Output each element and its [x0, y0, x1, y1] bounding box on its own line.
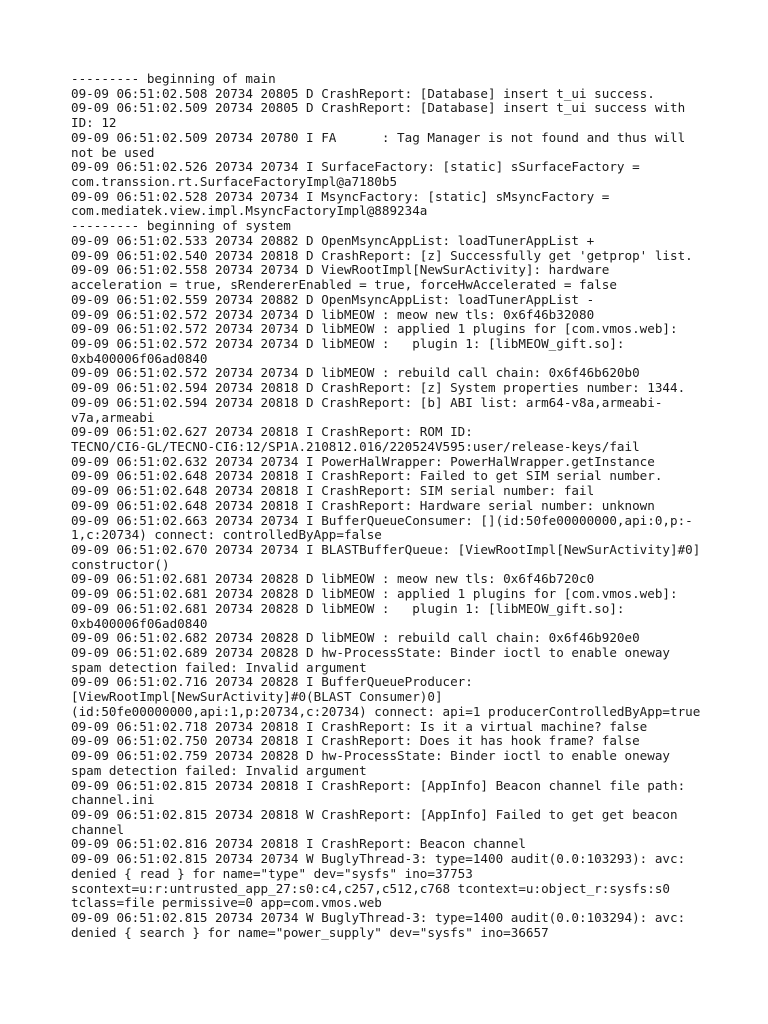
log-line: spam detection failed: Invalid argument [71, 659, 367, 675]
log-line: 09-09 06:51:02.815 20734 20818 W CrashReport: [AppInfo] Failed to get get beacon [71, 806, 678, 822]
log-line: 09-09 06:51:02.815 20734 20734 W BuglyThread-3: type=1400 audit(0.0:103293): avc: [71, 851, 686, 867]
log-line: --------- beginning of main [71, 71, 276, 86]
log-line: 09-09 06:51:02.681 20734 20828 D libMEOW : applied 1 plugins for [com.vmos.web]: [71, 586, 678, 602]
log-line: 09-09 06:51:02.627 20734 20818 I CrashReport: ROM ID: [71, 424, 473, 440]
log-line: 09-09 06:51:02.509 20734 20805 D CrashReport: [Database] insert t_ui success with [71, 100, 686, 116]
log-line: 0xb400006f06ad0840 [71, 615, 208, 631]
log-line: 09-09 06:51:02.540 20734 20818 D CrashReport: [z] Successfully get 'getprop' list. [71, 247, 693, 263]
log-line: 09-09 06:51:02.572 20734 20734 D libMEOW : applied 1 plugins for [com.vmos.web]: [71, 321, 678, 337]
log-line: 09-09 06:51:02.648 20734 20818 I CrashReport: Failed to get SIM serial number. [71, 468, 663, 484]
log-line: [ViewRootImpl[NewSurActivity]#0(BLAST Consumer)0] [71, 689, 443, 705]
log-line: 09-09 06:51:02.648 20734 20818 I CrashReport: Hardware serial number: unknown [71, 497, 655, 513]
log-line: 09-09 06:51:02.815 20734 20734 W BuglyThread-3: type=1400 audit(0.0:103294): avc: [71, 909, 686, 925]
log-line: 09-09 06:51:02.681 20734 20828 D libMEOW : meow new tls: 0x6f46b720c0 [71, 571, 595, 587]
log-line: 09-09 06:51:02.816 20734 20818 I CrashReport: Beacon channel [71, 836, 526, 852]
log-line: 09-09 06:51:02.759 20734 20828 D hw-ProcessState: Binder ioctl to enable oneway [71, 748, 670, 764]
log-line: (id:50fe00000000,api:1,p:20734,c:20734) connect: api=1 producerControlledByApp=true [71, 703, 701, 719]
log-line: com.mediatek.view.impl.MsyncFactoryImpl@889234a [71, 203, 428, 219]
log-line: acceleration = true, sRendererEnabled = true, forceHwAccelerated = false [71, 277, 617, 293]
log-line: 09-09 06:51:02.815 20734 20818 I CrashReport: [AppInfo] Beacon channel file path: [71, 777, 686, 793]
log-line: 09-09 06:51:02.682 20734 20828 D libMEOW : rebuild call chain: 0x6f46b920e0 [71, 630, 640, 646]
log-line: 09-09 06:51:02.533 20734 20882 D OpenMsyncAppList: loadTunerAppList + [71, 232, 595, 248]
log-line: com.transsion.rt.SurfaceFactoryImpl@a7180b5 [71, 174, 398, 190]
log-line: constructor() [71, 556, 170, 572]
log-line: 1,c:20734) connect: controlledByApp=false [71, 527, 382, 543]
log-line: denied { search } for name="power_supply" dev="sysfs" ino=36657 [71, 924, 549, 940]
log-line: 09-09 06:51:02.508 20734 20805 D CrashReport: [Database] insert t_ui success. [71, 85, 655, 101]
log-text [71, 72, 711, 940]
log-line: not be used [71, 144, 155, 160]
log-line: tclass=file permissive=0 app=com.vmos.web [71, 895, 382, 911]
log-line: 09-09 06:51:02.509 20734 20780 I FA : Tag Manager is not found and thus will [71, 129, 686, 145]
log-line: 09-09 06:51:02.594 20734 20818 D CrashReport: [b] ABI list: arm64-v8a,armeabi- [71, 394, 663, 410]
log-line: 09-09 06:51:02.689 20734 20828 D hw-ProcessState: Binder ioctl to enable oneway [71, 645, 670, 661]
log-line: 09-09 06:51:02.632 20734 20734 I PowerHalWrapper: PowerHalWrapper.getInstance [71, 453, 655, 469]
log-line: 09-09 06:51:02.681 20734 20828 D libMEOW : plugin 1: [libMEOW_gift.so]: [71, 600, 625, 616]
log-line: 09-09 06:51:02.559 20734 20882 D OpenMsyncAppList: loadTunerAppList - [71, 291, 595, 307]
log-line: --------- beginning of system [71, 218, 291, 234]
log-line: denied { read } for name="type" dev="sysfs" ino=37753 [71, 865, 473, 881]
log-line: scontext=u:r:untrusted_app_27:s0:c4,c257,c512,c768 tcontext=u:object_r:sysfs:s0 [71, 880, 670, 896]
log-line: 09-09 06:51:02.718 20734 20818 I CrashReport: Is it a virtual machine? false [71, 718, 648, 734]
log-line: 09-09 06:51:02.750 20734 20818 I CrashReport: Does it has hook frame? false [71, 733, 640, 749]
log-line: v7a,armeabi [71, 409, 155, 425]
log-line: 09-09 06:51:02.663 20734 20734 I BufferQueueConsumer: [](id:50fe00000000,api:0,p:- [71, 512, 693, 528]
log-line: channel.ini [71, 792, 155, 808]
log-line: 09-09 06:51:02.558 20734 20734 D ViewRootImpl[NewSurActivity]: hardware [71, 262, 610, 278]
log-line: 09-09 06:51:02.526 20734 20734 I SurfaceFactory: [static] sSurfaceFactory = [71, 159, 640, 175]
log-line: 09-09 06:51:02.528 20734 20734 I MsyncFactory: [static] sMsyncFactory = [71, 188, 610, 204]
log-line: spam detection failed: Invalid argument [71, 762, 367, 778]
log-line: 09-09 06:51:02.572 20734 20734 D libMEOW : plugin 1: [libMEOW_gift.so]: [71, 335, 625, 351]
log-line: channel [71, 821, 125, 837]
log-line: 09-09 06:51:02.670 20734 20734 I BLASTBufferQueue: [ViewRootImpl[NewSurActivity]#0] [71, 542, 701, 557]
log-line: 09-09 06:51:02.648 20734 20818 I CrashReport: SIM serial number: fail [71, 483, 595, 499]
log-line: 09-09 06:51:02.572 20734 20734 D libMEOW : meow new tls: 0x6f46b32080 [71, 306, 595, 322]
log-line: 09-09 06:51:02.594 20734 20818 D CrashReport: [z] System properties number: 1344. [71, 380, 686, 396]
log-line: 09-09 06:51:02.572 20734 20734 D libMEOW : rebuild call chain: 0x6f46b620b0 [71, 365, 640, 381]
log-line: TECNO/CI6-GL/TECNO-CI6:12/SP1A.210812.016/220524V595:user/release-keys/fail [71, 438, 640, 454]
log-line: ID: 12 [71, 115, 117, 131]
log-line: 0xb400006f06ad0840 [71, 350, 208, 366]
log-line: 09-09 06:51:02.716 20734 20828 I BufferQueueProducer: [71, 674, 473, 690]
